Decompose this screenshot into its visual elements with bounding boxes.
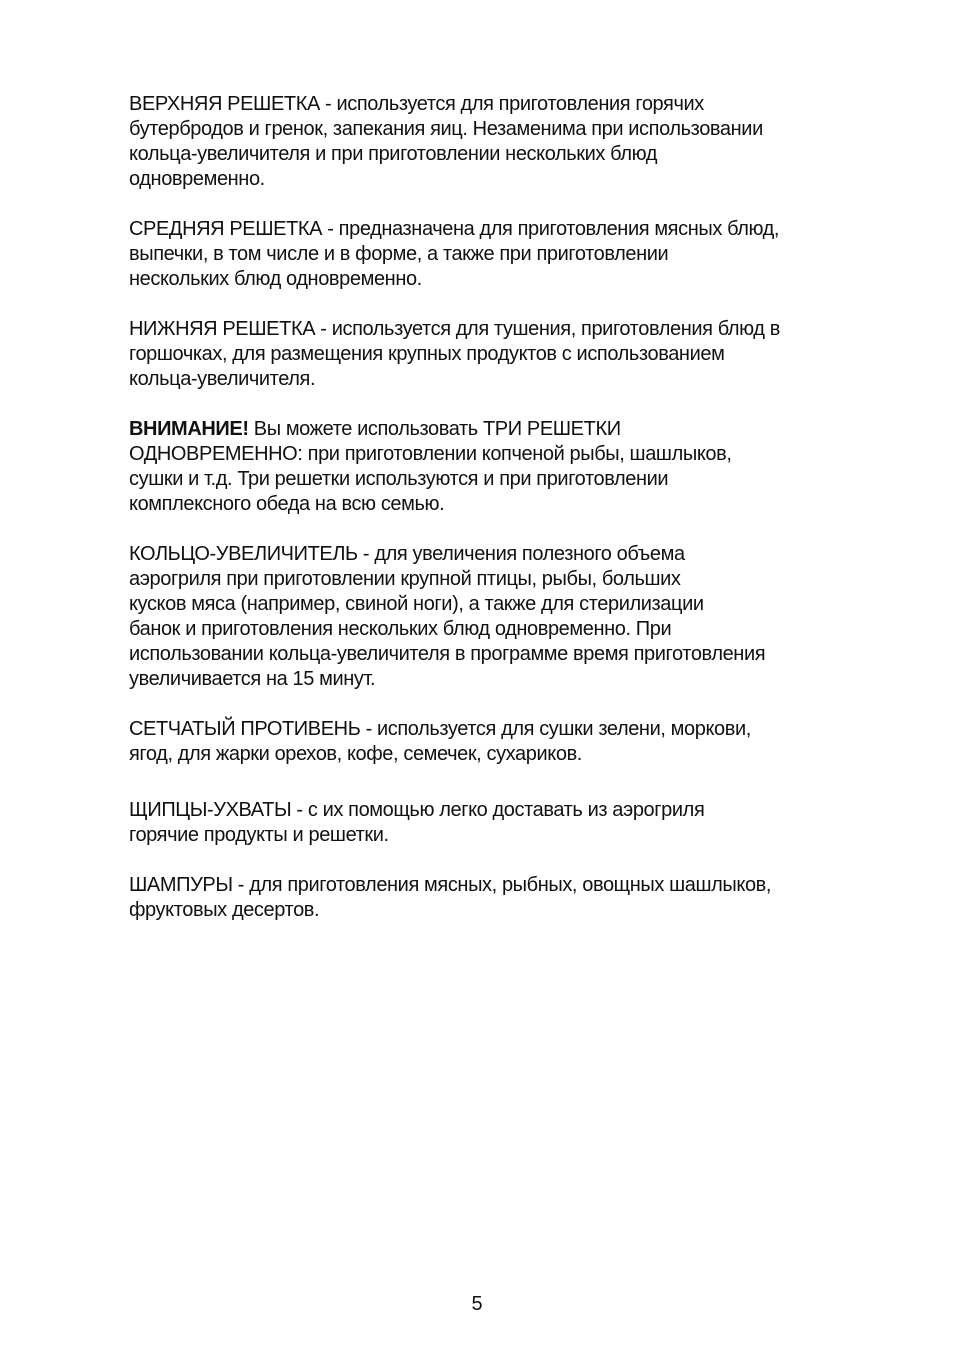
paragraph-skewers: ШАМПУРЫ - для приготовления мясных, рыбных, овощных шашлыков, фруктовых десертов. — [129, 874, 772, 921]
paragraph-mesh-tray: СЕТЧАТЫЙ ПРОТИВЕНЬ - используется для сушки зелени, моркови, ягод, для жарки орехов, кофе, семечек, сухариков. — [129, 718, 751, 765]
paragraph-extender-ring: КОЛЬЦО-УВЕЛИЧИТЕЛЬ - для увеличения полезного объема аэрогриля при приготовлении крупной птицы, рыбы, больших кусков мяса (например, свиной ноги), а также для стерилизации банок и приготовления нескольких блюд одновременно. При использовании кольца-увеличителя в программе время приготовления увеличивается на 15 минут. — [129, 543, 766, 690]
paragraph-lower-rack: НИЖНЯЯ РЕШЕТКА - используется для тушения, приготовления блюд в горшочках, для размещения крупных продуктов с использованием кольца-увеличителя. — [129, 318, 780, 390]
paragraph-middle-rack: СРЕДНЯЯ РЕШЕТКА - предназначена для приготовления мясных блюд, выпечки, в том числе и в форме, а также при приготовлении нескольких блюд одновременно. — [129, 218, 780, 290]
attention-text: Вы можете использовать ТРИ РЕШЕТКИ ОДНОВРЕМЕННО: при приготовлении копченой рыбы, шашлыков, сушки и т.д. Три решетки используются и при приготовлении комплексного обеда на всю семью. — [129, 418, 732, 515]
page-content — [129, 92, 855, 948]
paragraph-attention — [129, 417, 855, 517]
page-number: 5 — [471, 1293, 483, 1315]
paragraph-upper-rack: ВЕРХНЯЯ РЕШЕТКА - используется для приготовления горячих бутербродов и гренок, запекания яиц. Незаменима при использовании кольца-увеличителя и при приготовлении нескольких блюд одновременно. — [129, 93, 763, 190]
paragraph-tongs: ЩИПЦЫ-УХВАТЫ - с их помощью легко доставать из аэрогриля горячие продукты и решетки. — [129, 799, 705, 846]
attention-label: ВНИМАНИЕ! — [129, 418, 249, 440]
